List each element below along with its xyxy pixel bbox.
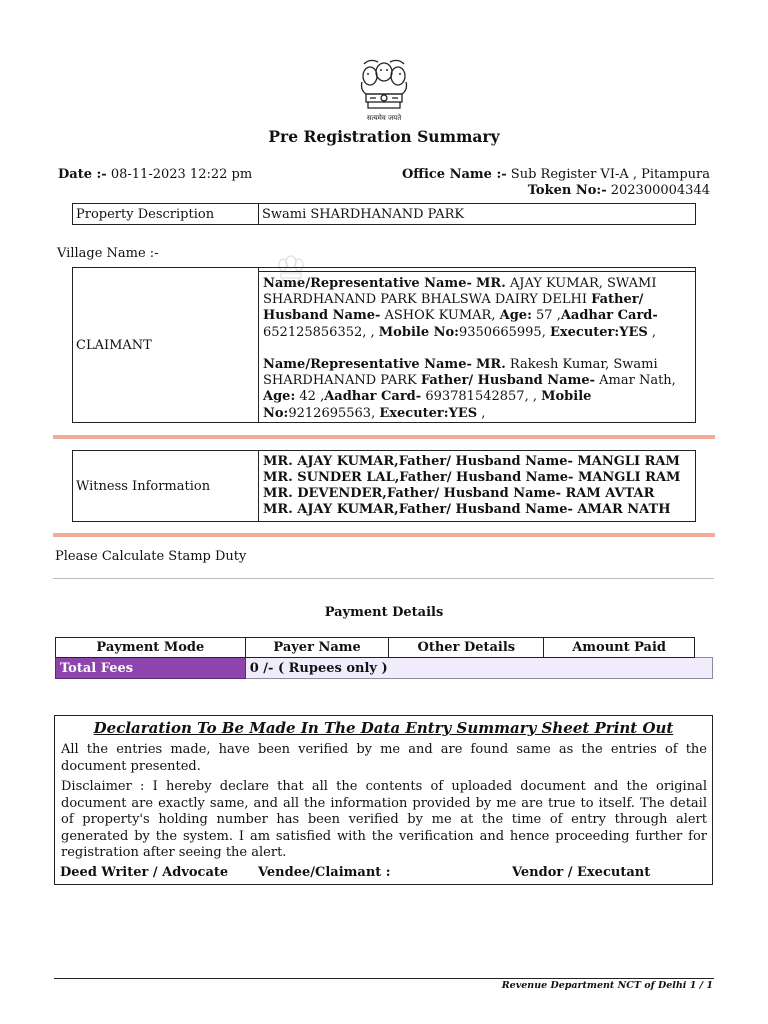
vendor-signature-label: Vendor / Executant: [512, 865, 651, 880]
name-prefix: MR.: [476, 357, 506, 372]
age-label: Age:: [263, 389, 296, 405]
total-fees-row: [56, 658, 713, 679]
declaration-box: [54, 715, 713, 885]
office-line: [402, 167, 710, 182]
disclaimer-paragraph: Disclaimer : I hereby declare that all the contents of uploaded document and the original document are exactly same, and all the information provided by me are true to itself. The detail of property's holding number has been verified by me at the time of entry through alert generated by the system. I am satisfied with the verification and hence proceeding further for registration after seeing the alert.: [61, 779, 707, 860]
column-header: Payment Mode: [56, 638, 246, 658]
column-header: Payer Name: [245, 638, 389, 658]
witness-entry: MR. AJAY KUMAR,Father/ Husband Name- AMAR NATH: [263, 502, 671, 517]
mobile-label: Mobile No:: [263, 389, 592, 421]
date-label: Date :-: [58, 167, 107, 182]
payment-header-row: [56, 638, 713, 658]
date-line: [58, 167, 252, 182]
party-name: AJAY KUMAR, SWAMI SHARDHANAND PARK BHALSWA DAIRY DELHI: [263, 276, 657, 308]
father-name: Amar Nath,: [599, 373, 676, 389]
claimant-party: [263, 357, 691, 422]
village-label: Village Name :-: [57, 246, 159, 261]
witness-list: [263, 454, 691, 518]
witness-entry: MR. DEVENDER,Father/ Husband Name- RAM AVTAR: [263, 486, 655, 501]
name-label: Name/Representative Name-: [263, 357, 472, 372]
claimant-table: [72, 267, 696, 423]
token-value: 202300004344: [610, 183, 710, 198]
aadhar-label: Aadhar Card-: [560, 308, 658, 324]
payment-table: [55, 637, 713, 679]
executer-label: Executer:YES: [379, 405, 478, 421]
vendee-signature-label: Vendee/Claimant :: [258, 865, 391, 880]
claimant-inner-rule: [259, 271, 695, 272]
total-fees-label: Total Fees: [56, 658, 246, 679]
office-value: Sub Register VI-A , Pitampura: [510, 167, 710, 182]
total-fees-value: 0 /- ( Rupees only ): [245, 658, 712, 679]
declaration-paragraph: All the entries made, have been verified by me and are found same as the entries of the document presented.: [61, 742, 707, 774]
emblem-motto: सत्यमेव जयते: [366, 114, 402, 122]
witness-entry: MR. AJAY KUMAR,Father/ Husband Name- MANGLI RAM: [263, 454, 680, 469]
age-label: Age:: [499, 308, 532, 324]
emblem-watermark-icon: [273, 253, 309, 289]
witness-label: Witness Information: [76, 451, 259, 521]
token-label: Token No:-: [527, 183, 607, 198]
declaration-title: Declaration To Be Made In The Data Entry Summary Sheet Print Out: [93, 719, 674, 737]
section-divider: [53, 435, 715, 439]
payment-title: Payment Details: [324, 605, 444, 620]
witness-table: [72, 450, 696, 522]
party-tail: ,: [651, 324, 657, 340]
footer-text: Revenue Department NCT of Delhi 1 / 1: [501, 980, 713, 991]
property-row: [73, 204, 696, 225]
column-header: Amount Paid: [544, 638, 695, 658]
father-label: Father/ Husband Name-: [263, 292, 644, 324]
father-label: Father/ Husband Name-: [420, 373, 595, 389]
claimant-party: [263, 276, 691, 341]
name-prefix: MR.: [476, 276, 506, 291]
aadhar-value: 693781542857, ,: [425, 389, 537, 405]
claimant-label: CLAIMANT: [76, 268, 259, 422]
stamp-duty-note: Please Calculate Stamp Duty: [55, 549, 247, 564]
section-divider: [53, 533, 715, 537]
mobile-label: Mobile No:: [378, 324, 459, 340]
footer-rule: [54, 978, 714, 979]
property-label: Property Description: [73, 204, 259, 225]
witness-entry: MR. SUNDER LAL,Father/ Husband Name- MANGLI RAM: [263, 470, 681, 485]
column-header: Other Details: [389, 638, 544, 658]
mobile-value: 9350665995,: [458, 324, 546, 340]
date-value: 08-11-2023 12:22 pm: [110, 167, 253, 182]
aadhar-value: 652125856352, ,: [263, 324, 375, 340]
token-line: [528, 183, 710, 198]
age-value: 42 ,: [299, 389, 325, 405]
mobile-value: 9212695563,: [288, 405, 376, 421]
property-value: Swami SHARDHANAND PARK: [259, 204, 696, 225]
aadhar-label: Aadhar Card-: [324, 389, 422, 405]
name-label: Name/Representative Name-: [263, 276, 472, 291]
age-value: 57 ,: [536, 308, 561, 324]
claimant-details: [259, 268, 695, 422]
page-title: Pre Registration Summary: [268, 127, 500, 146]
deed-writer-signature-label: Deed Writer / Advocate: [60, 865, 229, 880]
party-tail: ,: [481, 405, 486, 421]
header-spacer: [695, 638, 713, 658]
executer-label: Executer:YES: [549, 324, 648, 340]
party-name: Rakesh Kumar, Swami SHARDHANAND PARK: [263, 357, 658, 389]
father-name: ASHOK KUMAR,: [384, 308, 496, 324]
property-table: [72, 203, 696, 225]
office-label: Office Name :-: [401, 167, 507, 182]
state-emblem-icon: [348, 56, 420, 124]
horizontal-rule: [53, 578, 714, 579]
